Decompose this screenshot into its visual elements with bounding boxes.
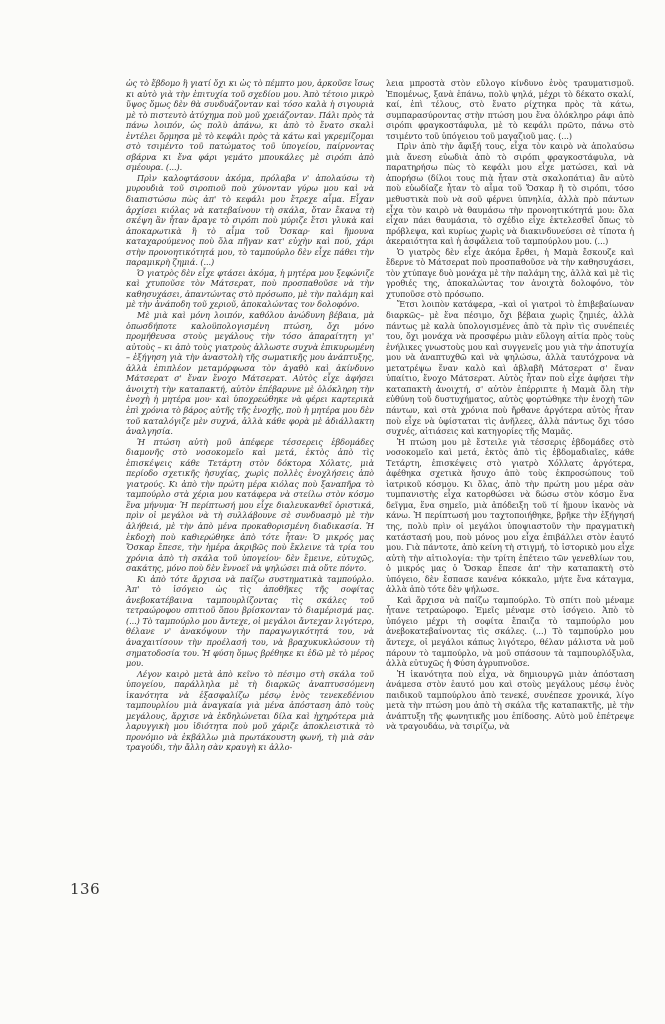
paragraph: Πρὶν καλοφτάσουν ἀκόμα, πρόλαβα ν' ἀπολαύσω τὴ μυρουδιὰ τοῦ σιροπιοῦ ποὺ χύνονταν γύρω μου καὶ νὰ διαπιστώσω πὼς ἀπ' τὸ κεφάλι μου ἔτρεχε αἷμα. Εἶχαν ἀρχίσει κιόλας νὰ κατεβαίνουν τὴ σκάλα, ὅταν ἔκανα τὴ σκέψη ἂν ἦταν ἄραγε τὸ σιρόπι ποὺ μύριζε ἔτσι γλυκὰ καὶ ἀποκαρωτικὰ ἢ τὸ αἷμα τοῦ Ὄσκαρ· καὶ ἥμουνα καταχαρούμενος ποὺ ὅλα πῆγαν κατ' εὐχὴν καὶ πού, χάρι στὴν προνοητικότητά μου, τὸ ταμπούρλο δὲν εἶχε πάθει τὴν παραμικρὴ ζημιά. (...) [126, 172, 374, 268]
paragraph: Μὲ μιὰ καὶ μόνη λοιπόν, καθόλου ἀνώδυνη βέβαια, μὰ ὁπωσδήποτε καλοϋπολογισμένη πτώση, ὄχι μόνο προμήθευσα στοὺς μεγάλους τὴν τόσο ἀπαραίτητη γι' αὐτοὺς – κι ἀπὸ τοὺς γιατροὺς ἀλλωστε συχνὰ ἐπικυρωμένη – ἐξήγηση γιὰ τὴν ἀναστολὴ τῆς σωματικῆς μου ἀνάπτυξης, ἀλλὰ ἐπιπλέον μεταμόρφωσα τὸν ἀγαθὸ καὶ ἀκίνδυνο Μάτσερατ σ' ἕναν ἔνοχο Μάτσερατ. Αὐτὸς εἶχε ἀφήσει ἀνοιχτὴ τὴν καταπακτή, αὐτὸν ἐπέβαρυνε μὲ ὁλόκληρη τὴν ἐνοχὴ ἡ μητέρα μου· καὶ ὑποχρεώθηκε νὰ φέρει καρτερικὰ ἐπὶ χρόνια τὸ βάρος αὐτῆς τῆς ἐνοχῆς, ποὺ ἡ μητέρα μου δὲν τοῦ καταλόγιζε μὲν συχνά, ἀλλὰ κάθε φορὰ μὲ ἀδιάλλακτη ἀναλγησία. [126, 310, 374, 437]
paragraph: Κι ἀπὸ τότε ἄρχισα νὰ παίζω συστηματικὰ ταμπούρλο. Ἀπ' τὸ ἰσόγειο ὡς τὶς ἀποθῆκες τῆς σοφίτας ἀνεβοκατέβαινα ταμπουρλίζοντας τὶς σκάλες τοῦ τετραώροφου σπιτιοῦ ὅπου βρίσκονταν τὸ διαμέρισμά μας. (...) Τὸ ταμπούρλο μου ἄντεχε, οἱ μεγάλοι ἄντεχαν λιγότερο, θέλανε ν' ἀνακόψουν τὴν παραγωγικότητά του, νὰ ἀναχαιτίσουν τὴν προέλασή του, νὰ βραχυκυκλώσουν τὴ σηματοδοσία του. Ἡ φύση ὅμως βρέθηκε κι ἐδῶ μὲ τὸ μέρος μου. [126, 573, 374, 669]
paragraph: Πρὶν ἀπὸ τὴν ἄφιξή τους, εἶχα τὸν καιρὸ νὰ ἀπολαύσω μιὰ ἄνεση εὐωδιὰ ἀπὸ τὸ σιρόπι φραγκοστάφυλα, νὰ παρατηρήσω πὼς τὸ κεφάλι μου εἶχε ματώσει, καὶ νὰ ἀπορήσω (δίλοι τους πιὰ ἦταν στὰ σκαλοπάτια) ἂν αὐτὸ ποὺ εὐωδίαζε ἦταν τὸ αἷμα τοῦ Ὄσκαρ ἢ τὸ σιρόπι, τόσο μεθυστικὰ ποὺ νὰ σοῦ φέρνει ὑπνηλία, ἀλλὰ πρὸ πάντων εἶχα τὸν καιρὸ νὰ θαυμάσω τὴν προνοητικότητά μου: ὅλα εἶχαν πάει θαυμάσια, τὸ σχέδιο εἶχε ἐκτελεσθεῖ ὅπως τὸ πρόβλεψα, καὶ κυρίως χωρὶς νὰ διακινδυνεύσει σὲ τίποτα ἡ ἀκεραιότητα καὶ ἡ ἀσφάλεια τοῦ ταμπούρλου μου. (...) [386, 141, 634, 247]
paragraph: λεια μπροστὰ στὸν εὔλογο κίνδυνο ἑνὸς τραυματισμοῦ. Ἐπομένως, ξανὰ ἐπάνω, πολὺ ψηλά, μέχρι τὸ δέκατο σκαλί, καί, ἐπὶ τέλους, στὸ ἔνατο ρίχτηκα πρὸς τὰ κάτω, συμπαρασύροντας στὴν πτώση μου ἕνα ὁλόκληρο ράφι ἀπὸ σιρόπι φραγκοστάφυλα, μὲ τὸ κεφάλι πρῶτο, πάνω στὸ τσιμέντο τοῦ ὑπόγειου τοῦ μαγαζιοῦ μας. (...) [386, 78, 634, 141]
paragraph: Λέγον καιρὸ μετὰ ἀπὸ κεῖνο τὸ πέσιμο στὴ σκάλα τοῦ ὑπογείου, παράλληλα μὲ τὴ διαρκῶς ἀναπτυσσόμενη ἱκανότητα νὰ ἐξασφαλίζω μέσῳ ἑνὸς τενεκεδένιου ταμπουρλίου μιὰ ἀναγκαία γιὰ μένα ἀπόσταση ἀπὸ τοὺς μεγάλους, ἄρχισε νὰ ἐκδηλώνεται δίλα καὶ ἡχηρότερα μιὰ λαρυγγικὴ μου ἰδιότητα ποὺ μοῦ χάριζε ἀποκλειστικὰ τὸ προνόμιο νὰ ἐκβάλλω μιὰ πρωτάκουστη φωνή, τὴ μιὰ σὰν τραγούδι, τὴν ἄλλη σὰν κραυγὴ κι ἀλλο- [126, 668, 374, 753]
page-number: 136 [70, 880, 101, 898]
paragraph: Ἡ πτώση αὐτὴ μοῦ ἀπέφερε τέσσερεις ἑβδομάδες διαμονῆς στὸ νοσοκομεῖο καὶ μετά, ἐκτὸς ἀπὸ τὶς ἐπισκέψεις κάθε Τετάρτη στὸν δόκτορα Χόλατς, μιὰ περίοδο σχετικῆς ἡσυχίας, χωρὶς πολλὲς ἐνοχλήσεις ἀπὸ γιατρούς. Κι ἀπὸ τὴν πρώτη μέρα κιόλας ποὺ ξαναπῆρα τὸ ταμπούρλο στὰ χέρια μου κατάφερα νὰ στείλω στὸν κόσμο ἕνα μήνυμα· Ἡ περίπτωσή μου εἶχε διαλευκανθεῖ ὁριστικά, πρὶν οἱ μεγάλοι νὰ τὴ συλλάβουνε σὲ συνδυασμὸ μὲ τὴν ἀλήθειά, μὲ τὴν ἀπὸ μένα προκαθορισμένη διαδικασία. Ἡ ἐκδοχὴ ποὺ καθιερώθηκε ἀπὸ τότε ἦταν: Ὁ μικρός μας Ὄσκαρ ἔπεσε, τὴν ἡμέρα ἀκριβῶς ποὺ ἔκλεινε τὰ τρία του χρόνια ἀπὸ τὴ σκάλα τοῦ ὑπογείου· δὲν ἔμεινε, εὐτυχῶς, σακάτης, μόνο ποὺ δὲν ἔννοεῖ νὰ ψηλώσει πιὰ οὔτε πόντο. [126, 436, 374, 574]
paragraph: Ὁ γιατρὸς δὲν εἶχε ἀκόμα ἔρθει, ἡ Μαμὰ ἔσκουζε καὶ ἔδερνε τὸ Μάτσεραt ποὺ προσπαθοῦσε νὰ τὴν καθησυχάσει, τὸν χτύπαγε δυὸ μονάχα μὲ τὴν παλάμη της, ἀλλὰ καὶ μὲ τὶς γροθιές της, ἀποκαλώντας τον ἀνοιχτὰ δολοφόνο, τὸν χτυποῦσε στὸ πρόσωπο. [386, 246, 634, 299]
paragraph: Καὶ ἄρχισα νὰ παίζω ταμπούρλο. Τὸ σπίτι ποὺ μέναμε ἦτανε τετραώροφο. Ἐμεῖς μέναμε στὸ ἰσόγειο. Ἀπὸ τὸ ὑπόγειο μέχρι τὴ σοφίτα ἔπαιζα τὸ ταμπούρλο μου ἀνεβοκατεβαίνοντας τὶς σκάλες. (...) Τὸ ταμπούρλο μου ἄντεχε, οἱ μεγάλοι κάπως λιγότερο, θέλαν μάλιστα νὰ μοῦ πάρουν τὸ ταμπούρλο, νὰ μοῦ σπάσουν τὰ ταμπουρλόξυλα, ἀλλὰ εὐτυχῶς ἡ Φύση ἀγρυπνοῦσε. [386, 594, 634, 669]
paragraph: Ὁ γιατρὸς δὲν εἶχε φτάσει ἀκόμα, ἡ μητέρα μου ξεφώνιζε καὶ χτυποῦσε τὸν Μάτσερατ, ποὺ προσπαθοῦσε νὰ τὴν καθησυχάσει, ἀπαντώντας στὸ πρόσωπο, μὲ τὴν παλάμη καὶ μὲ τὴν ἀνάποδη τοῦ χεριοῦ, ἀποκαλώντας τον δολοφόνο. [126, 267, 374, 310]
paragraph: ὡς τὸ ἕβδομο ἢ γιατί ὄχι κι ὡς τὸ πέμπτο μου, ἀρκοῦσε ἴσως κι αὐτὸ γιὰ τὴν ἐπιτυχία τοῦ σχεδίου μου. Ἀπὸ τέτοιο μικρὸ ὕψος ὅμως δὲν θὰ συνδυάζονταν καὶ τόσο καλὰ ἡ σιγουριὰ μὲ τὸ πιστευτὸ ἀτύχημα ποὺ μοῦ χρειάζονταν. Πάλι πρὸς τὰ πάνω λοιπόν, ὡς πολὺ ἀπάνω, κι ἀπὸ τὸ ἔνατο σκαλὶ ἐντέλει ὅρμησα μὲ τὸ κεφάλι πρὸς τὰ κάτω καὶ γκρεμίζομαι στὸ τσιμέντο τοῦ πατώματος τοῦ ὑπογείου, παίρνοντας σβάρνα κι ἕνα φάρι γεμάτο μπουκάλες μὲ σιρόπι ἀπὸ σμέουρα. (...). [126, 78, 374, 173]
right-text-column [386, 78, 634, 732]
paragraph: Ἔτσι λοιπὸν κατάφερα, –καὶ οἱ γιατροὶ τὸ ἐπιβεβαίωναν διαρκῶς– μὲ ἕνα πέσιμο, ὄχι βέβαια χωρὶς ζημιές, ἀλλὰ πάντως μὲ καλὰ ὑπολογισμένες ἀπὸ τὰ πρὶν τὶς συνέπειές του, ὄχι μονάχα νὰ προσφέρω μιὰν εὔλογη αἰτία πρὸς τοὺς ἐνήλικες γνωστοὺς μου καὶ συγγενεῖς μου γιὰ τὴν ἀποτυχία μου νὰ ἀναπτυχθῶ καὶ νὰ ψηλώσω, ἀλλὰ ταυτόχρονα νὰ μετατρέψω ἕναν καλὸ καὶ ἀβλαβῆ Μάτσερατ σ' ἕναν ὑπαίτιο, ἔνοχο Μάτσερατ. Αὐτὸς ἦταν ποὺ εἶχε ἀφήσει τὴν καταπακτὴ ἀνοιχτή, σ' αὐτὸν ἐπέρριπτε ἡ Μαμὰ ὅλη τὴν εὐθύνη τοῦ δυστυχήματος, αὐτὸς φορτώθηκε τὴν ἐνοχὴ τῶν πάντων, καὶ στὰ χρόνια ποὺ ἤρθανε ἀργότερα αὐτὸς ἦταν ποὺ εἶχε νὰ ὑφίσταται τὶς ἀνῆλεες, ἀλλὰ πάντως ὄχι τόσο συχνές, αἰτιάσεις καὶ κατηγορίες τῆς Μαμᾶς. [386, 299, 634, 437]
paragraph: Ἡ ἱκανότητα ποὺ εἶχα, νὰ δημιουργῶ μιὰν ἀπόσταση ἀνάμεσα στὸν ἑαυτό μου καὶ στοὺς μεγάλους μέσῳ ἑνὸς παιδικοῦ ταμπούρλου ἀπὸ τενεκέ, συνέπεσε χρονικά, λίγο μετὰ τὴν πτώση μου ἀπὸ τὴ σκάλα τῆς καταπακτῆς, μὲ τὴν ἀνάπτυξη τῆς φωνητικῆς μου ἐπίδοσης. Αὐτὸ μοῦ ἐπέτρεψε νὰ τραγουδάω, νὰ τσιρίζω, νὰ [386, 668, 634, 732]
left-text-column [126, 78, 374, 753]
paragraph: Ἡ πτώση μου μὲ ἔστειλε γιὰ τέσσερις ἑβδομάδες στὸ νοσοκομεῖο καὶ μετά, ἐκτὸς ἀπὸ τὶς ἑβδομαδιαῖες, κάθε Τετάρτη, ἐπισκέψεις στὸ γιατρὸ Χόλλατς ἀργότερα, ἀφέθηκα σχετικὰ ἥσυχο ἀπὸ τοὺς ἐκπροσώπους τοῦ ἰατρικοῦ κόσμου. Κι ὅλας, ἀπὸ τὴν πρώτη μου μέρα σὰν τυμπανιστὴς εἶχα κατορθώσει νὰ δώσω στὸν κόσμο ἕνα δεῖγμα, ἕνα σημεῖο, μιὰ ἀπόδειξη τοῦ τί ἤμουν ἱκανὸς νὰ κάνω. Ἡ περίπτωσή μου ταχτοποιήθηκε, βρῆκε τὴν ἐξήγησή της, πολὺ πρὶν οἱ μεγάλοι ὑποψιαστοῦν τὴν πραγματικὴ κατάστασή μου, ποὺ μόνος μου εἶχα ἐπιβάλλει στὸν ἑαυτό μου. Γιὰ πάντοτε, ἀπὸ κείνη τὴ στιγμή, τὸ ἱστορικὸ μου εἶχε αὐτὴ τὴν αἰτιολογία: τὴν τρίτη ἐπέτειο τῶν γενεθλίων του, ὁ μικρός μας ὁ Ὄσκαρ ἔπεσε ἀπ' τὴν καταπακτὴ στὸ ὑπόγειο, δὲν ἔσπασε κανένα κόκκαλο, μήτε ἕνα κάταγμα, ἀλλὰ ἀπὸ τότε δὲν ψήλωσε. [386, 436, 634, 595]
